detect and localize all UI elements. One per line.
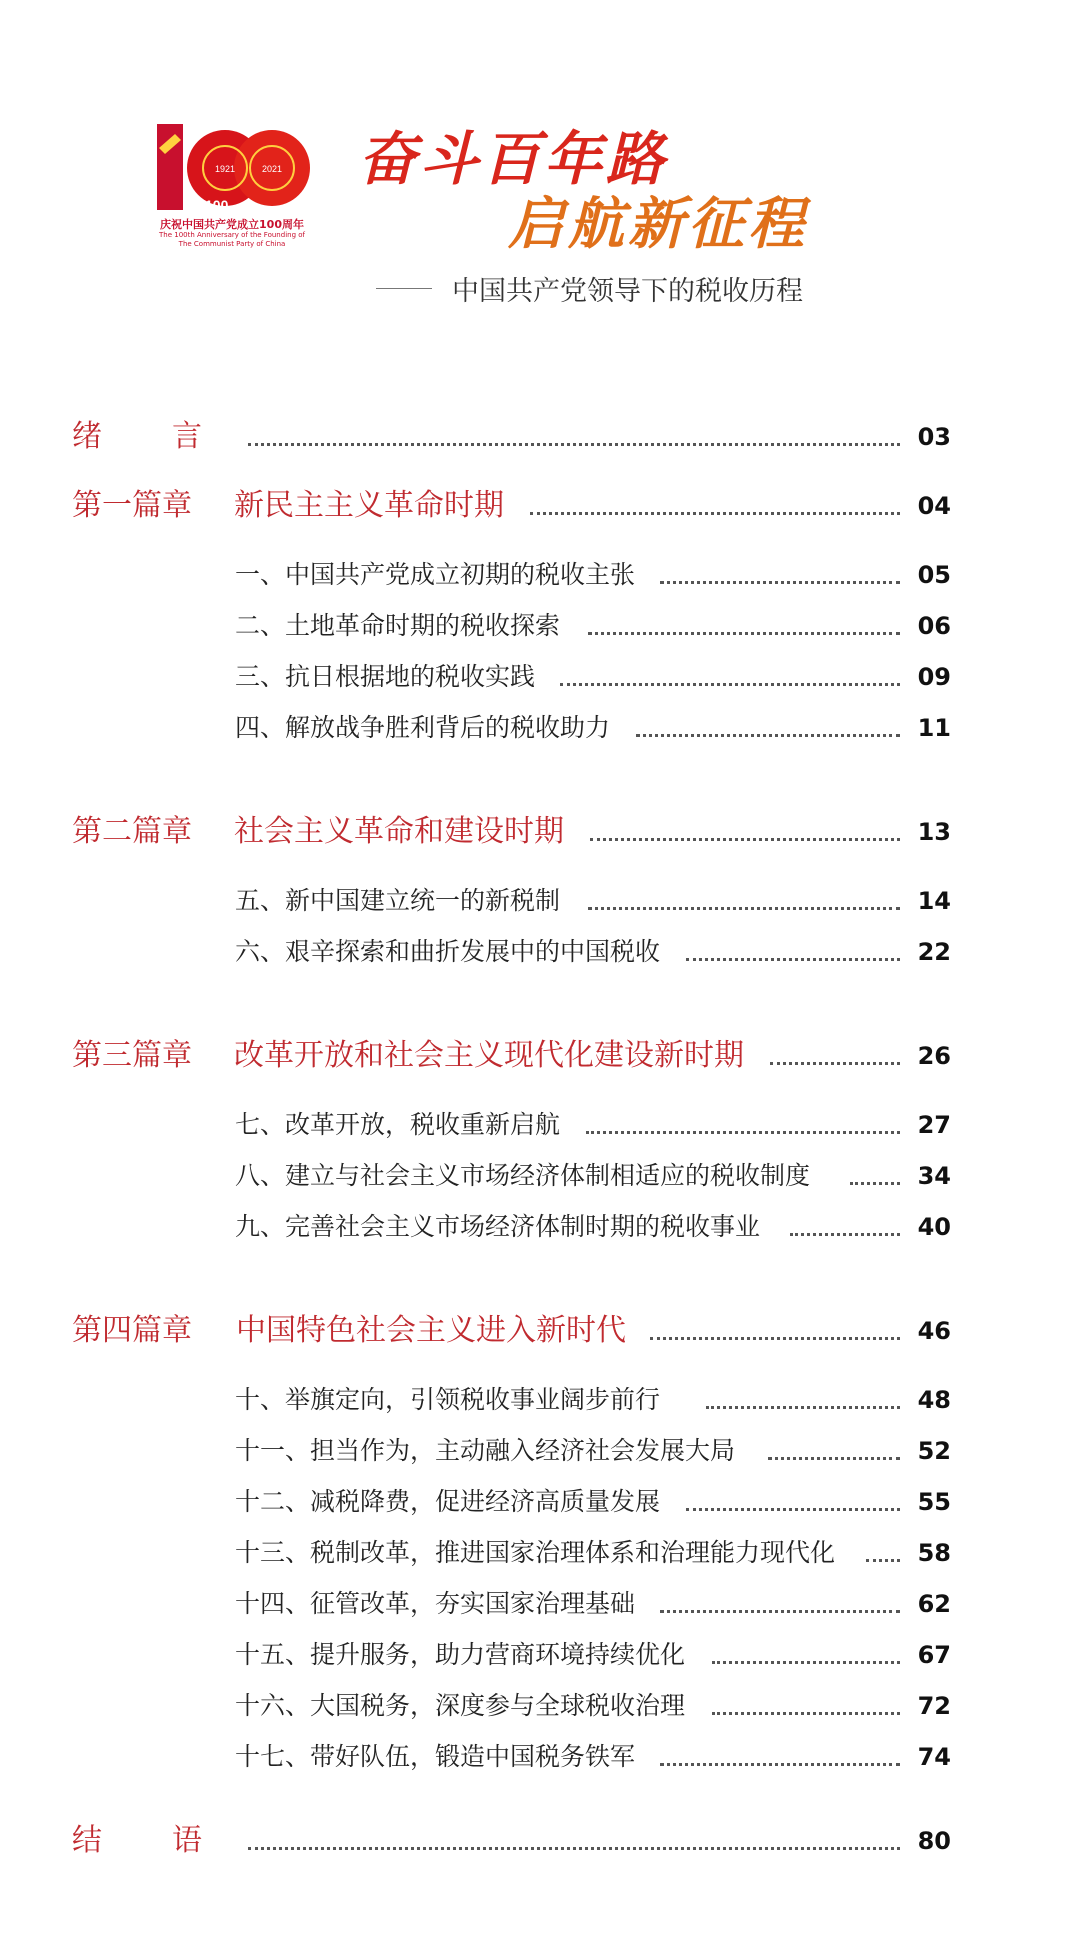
dot-leader <box>790 1233 900 1236</box>
dot-leader <box>850 1182 900 1185</box>
section-title: 八、建立与社会主义市场经济体制相适应的税收制度 <box>235 1161 811 1190</box>
section-title: 九、完善社会主义市场经济体制时期的税收事业 <box>235 1212 761 1241</box>
chapter-title: 改革开放和社会主义现代化建设新时期 <box>234 1038 744 1073</box>
toc-entry-section-13[interactable] <box>0 1533 1080 1573</box>
subtitle-dash <box>376 288 432 289</box>
toc-entry-section-7[interactable] <box>0 1105 1080 1145</box>
section-title: 三、抗日根据地的税收实践 <box>235 662 536 691</box>
toc-entry-chapter-3[interactable] <box>0 1036 1080 1076</box>
subtitle <box>376 270 836 306</box>
dot-leader <box>586 1131 900 1134</box>
page-number: 80 <box>917 1827 951 1855</box>
dot-leader <box>770 1062 900 1065</box>
toc-entry-section-5[interactable] <box>0 881 1080 921</box>
dot-leader <box>248 1847 900 1850</box>
section-title: 四、解放战争胜利背后的税收助力 <box>235 713 611 742</box>
dot-leader <box>588 907 900 910</box>
dot-leader <box>650 1337 900 1340</box>
chapter-title: 社会主义革命和建设时期 <box>234 814 564 849</box>
preface-char-1: 绪 <box>72 419 102 454</box>
toc-entry-preface[interactable] <box>0 417 1080 457</box>
section-title: 六、艰辛探索和曲折发展中的中国税收 <box>235 937 661 966</box>
toc-entry-section-4[interactable] <box>0 708 1080 748</box>
toc-entry-section-6[interactable] <box>0 932 1080 972</box>
page-number: 06 <box>917 612 951 640</box>
toc-entry-section-3[interactable] <box>0 657 1080 697</box>
page-number: 40 <box>917 1213 951 1241</box>
logo-caption-en-2: The Communist Party of China <box>178 240 286 248</box>
dot-leader <box>686 958 900 961</box>
epilogue-label <box>72 1821 202 1861</box>
section-title: 十三、税制改革，推进国家治理体系和治理能力现代化 <box>235 1538 836 1567</box>
page-number: 11 <box>917 714 951 742</box>
dot-leader <box>660 1610 900 1613</box>
toc-entry-section-15[interactable] <box>0 1635 1080 1675</box>
page-number: 55 <box>917 1488 951 1516</box>
section-title: 七、改革开放，税收重新启航 <box>235 1110 561 1139</box>
chapter-label: 第二篇章 <box>72 814 192 849</box>
dot-leader <box>248 443 900 446</box>
toc-entry-chapter-4[interactable] <box>0 1311 1080 1351</box>
page-number: 14 <box>917 887 951 915</box>
epilogue-char-2: 语 <box>172 1823 202 1858</box>
toc-entry-epilogue[interactable] <box>0 1821 1080 1861</box>
svg-text:1921: 1921 <box>215 164 236 174</box>
page-number: 58 <box>917 1539 951 1567</box>
headline-line-1: 奋斗百年路 <box>358 125 669 193</box>
toc-entry-section-12[interactable] <box>0 1482 1080 1522</box>
page-number: 67 <box>917 1641 951 1669</box>
svg-text:2021: 2021 <box>262 164 283 174</box>
svg-text:100: 100 <box>205 197 229 213</box>
toc-entry-section-14[interactable] <box>0 1584 1080 1624</box>
logo-caption-en-1: The 100th Anniversary of the Founding of <box>159 231 305 239</box>
page-number: 72 <box>917 1692 951 1720</box>
toc-entry-section-8[interactable] <box>0 1156 1080 1196</box>
page-number: 62 <box>917 1590 951 1618</box>
section-title: 二、土地革命时期的税收探索 <box>235 611 561 640</box>
page-number: 34 <box>917 1162 951 1190</box>
headline-line-2: 启航新征程 <box>508 191 808 257</box>
dot-leader <box>712 1712 900 1715</box>
dot-leader <box>636 734 900 737</box>
dot-leader <box>590 838 900 841</box>
page-number: 52 <box>917 1437 951 1465</box>
dot-leader <box>712 1661 900 1664</box>
toc-entry-chapter-1[interactable] <box>0 486 1080 526</box>
subtitle-text: 中国共产党领导下的税收历程 <box>452 275 803 307</box>
toc-entry-section-11[interactable] <box>0 1431 1080 1471</box>
dot-leader <box>768 1457 900 1460</box>
toc-entry-chapter-2[interactable] <box>0 812 1080 852</box>
toc-entry-section-17[interactable] <box>0 1737 1080 1777</box>
section-title: 十二、减税降费，促进经济高质量发展 <box>235 1487 661 1516</box>
page-number: 22 <box>917 938 951 966</box>
page-number: 27 <box>917 1111 951 1139</box>
page-number: 03 <box>917 423 951 451</box>
dot-leader <box>530 512 900 515</box>
chapter-label: 第三篇章 <box>72 1038 192 1073</box>
toc-entry-section-1[interactable] <box>0 555 1080 595</box>
dot-leader <box>866 1559 900 1562</box>
chapter-label: 第四篇章 <box>72 1313 192 1348</box>
page-number: 05 <box>917 561 951 589</box>
dot-leader <box>660 1763 900 1766</box>
page-number: 26 <box>917 1042 951 1070</box>
page-number: 46 <box>917 1317 951 1345</box>
dot-leader <box>660 581 900 584</box>
page-number: 04 <box>917 492 951 520</box>
section-title: 十五、提升服务，助力营商环境持续优化 <box>235 1640 686 1669</box>
page-number: 48 <box>917 1386 951 1414</box>
preface-char-2: 言 <box>172 419 202 454</box>
toc-entry-section-16[interactable] <box>0 1686 1080 1726</box>
preface-label <box>72 417 202 457</box>
chapter-title: 新民主主义革命时期 <box>234 488 504 523</box>
page-number: 13 <box>917 818 951 846</box>
section-title: 一、中国共产党成立初期的税收主张 <box>235 560 636 589</box>
section-title: 十六、大国税务，深度参与全球税收治理 <box>235 1691 686 1720</box>
section-title: 十七、带好队伍，锻造中国税务铁军 <box>235 1742 636 1771</box>
chapter-title: 中国特色社会主义进入新时代 <box>236 1313 626 1348</box>
toc-entry-section-2[interactable] <box>0 606 1080 646</box>
dot-leader <box>588 632 900 635</box>
dot-leader <box>560 683 900 686</box>
section-title: 十一、担当作为，主动融入经济社会发展大局 <box>235 1436 736 1465</box>
dot-leader <box>706 1406 900 1409</box>
toc-entry-section-9[interactable] <box>0 1207 1080 1247</box>
dot-leader <box>686 1508 900 1511</box>
toc-entry-section-10[interactable] <box>0 1380 1080 1420</box>
section-title: 十、举旗定向，引领税收事业阔步前行 <box>235 1385 661 1414</box>
section-title: 十四、征管改革，夯实国家治理基础 <box>235 1589 636 1618</box>
centenary-logo <box>147 118 317 248</box>
chapter-label: 第一篇章 <box>72 488 192 523</box>
page-number: 74 <box>917 1743 951 1771</box>
logo-caption-cn: 庆祝中国共产党成立100周年 <box>160 218 304 231</box>
hammer-sickle-100-emblem <box>147 118 317 218</box>
section-title: 五、新中国建立统一的新税制 <box>235 886 561 915</box>
epilogue-char-1: 结 <box>72 1823 102 1858</box>
page-number: 09 <box>917 663 951 691</box>
